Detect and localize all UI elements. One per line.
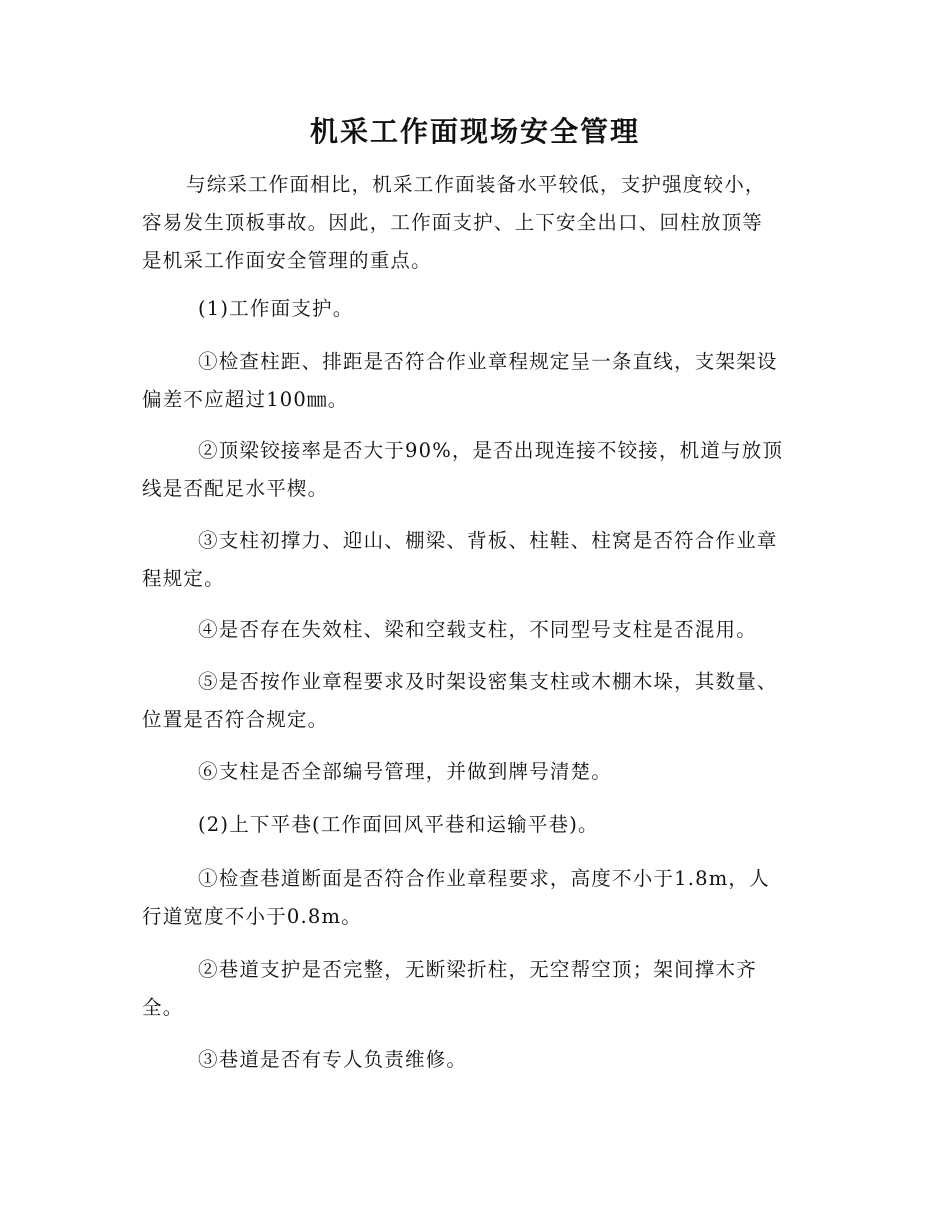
intro-line: 是机采工作面安全管理的重点。 bbox=[142, 249, 432, 272]
list-item: ①检查巷道断面是否符合作业章程要求，高度不小于1.8m，人 行道宽度不小于0.8m。 bbox=[142, 867, 770, 928]
list-item: ②顶梁铰接率是否大于90%，是否出现连接不铰接，机道与放顶 线是否配足水平楔。 bbox=[142, 439, 784, 500]
list-item: ④是否存在失效柱、梁和空载支柱，不同型号支柱是否混用。 bbox=[198, 618, 757, 641]
intro-line: 与综采工作面相比，机采工作面装备水平较低，支护强度较小， bbox=[186, 173, 766, 196]
list-item: ③巷道是否有专人负责维修。 bbox=[198, 1048, 468, 1071]
list-item: ③支柱初撑力、迎山、棚梁、背板、柱鞋、柱窝是否符合作业章 程规定。 bbox=[142, 529, 778, 590]
intro-paragraph bbox=[142, 166, 822, 280]
section2-heading: (2)上下平巷(工作面回风平巷和运输平巷)。 bbox=[198, 813, 599, 836]
list-item: ①检查柱距、排距是否符合作业章程规定呈一条直线，支架架设 偏差不应超过100㎜。 bbox=[142, 350, 778, 411]
list-item: ⑥支柱是否全部编号管理，并做到牌号清楚。 bbox=[198, 760, 613, 783]
document-title: 机采工作面现场安全管理 bbox=[309, 115, 640, 148]
intro-line: 容易发生顶板事故。因此，工作面支护、上下安全出口、回柱放顶等 bbox=[142, 211, 764, 234]
list-item: ②巷道支护是否完整，无断梁折柱，无空帮空顶；架间撑木齐 全。 bbox=[142, 958, 757, 1019]
list-item: ⑤是否按作业章程要求及时架设密集支柱或木棚木垛，其数量、 位置是否符合规定。 bbox=[142, 670, 778, 731]
section1-heading: (1)工作面支护。 bbox=[198, 297, 354, 320]
